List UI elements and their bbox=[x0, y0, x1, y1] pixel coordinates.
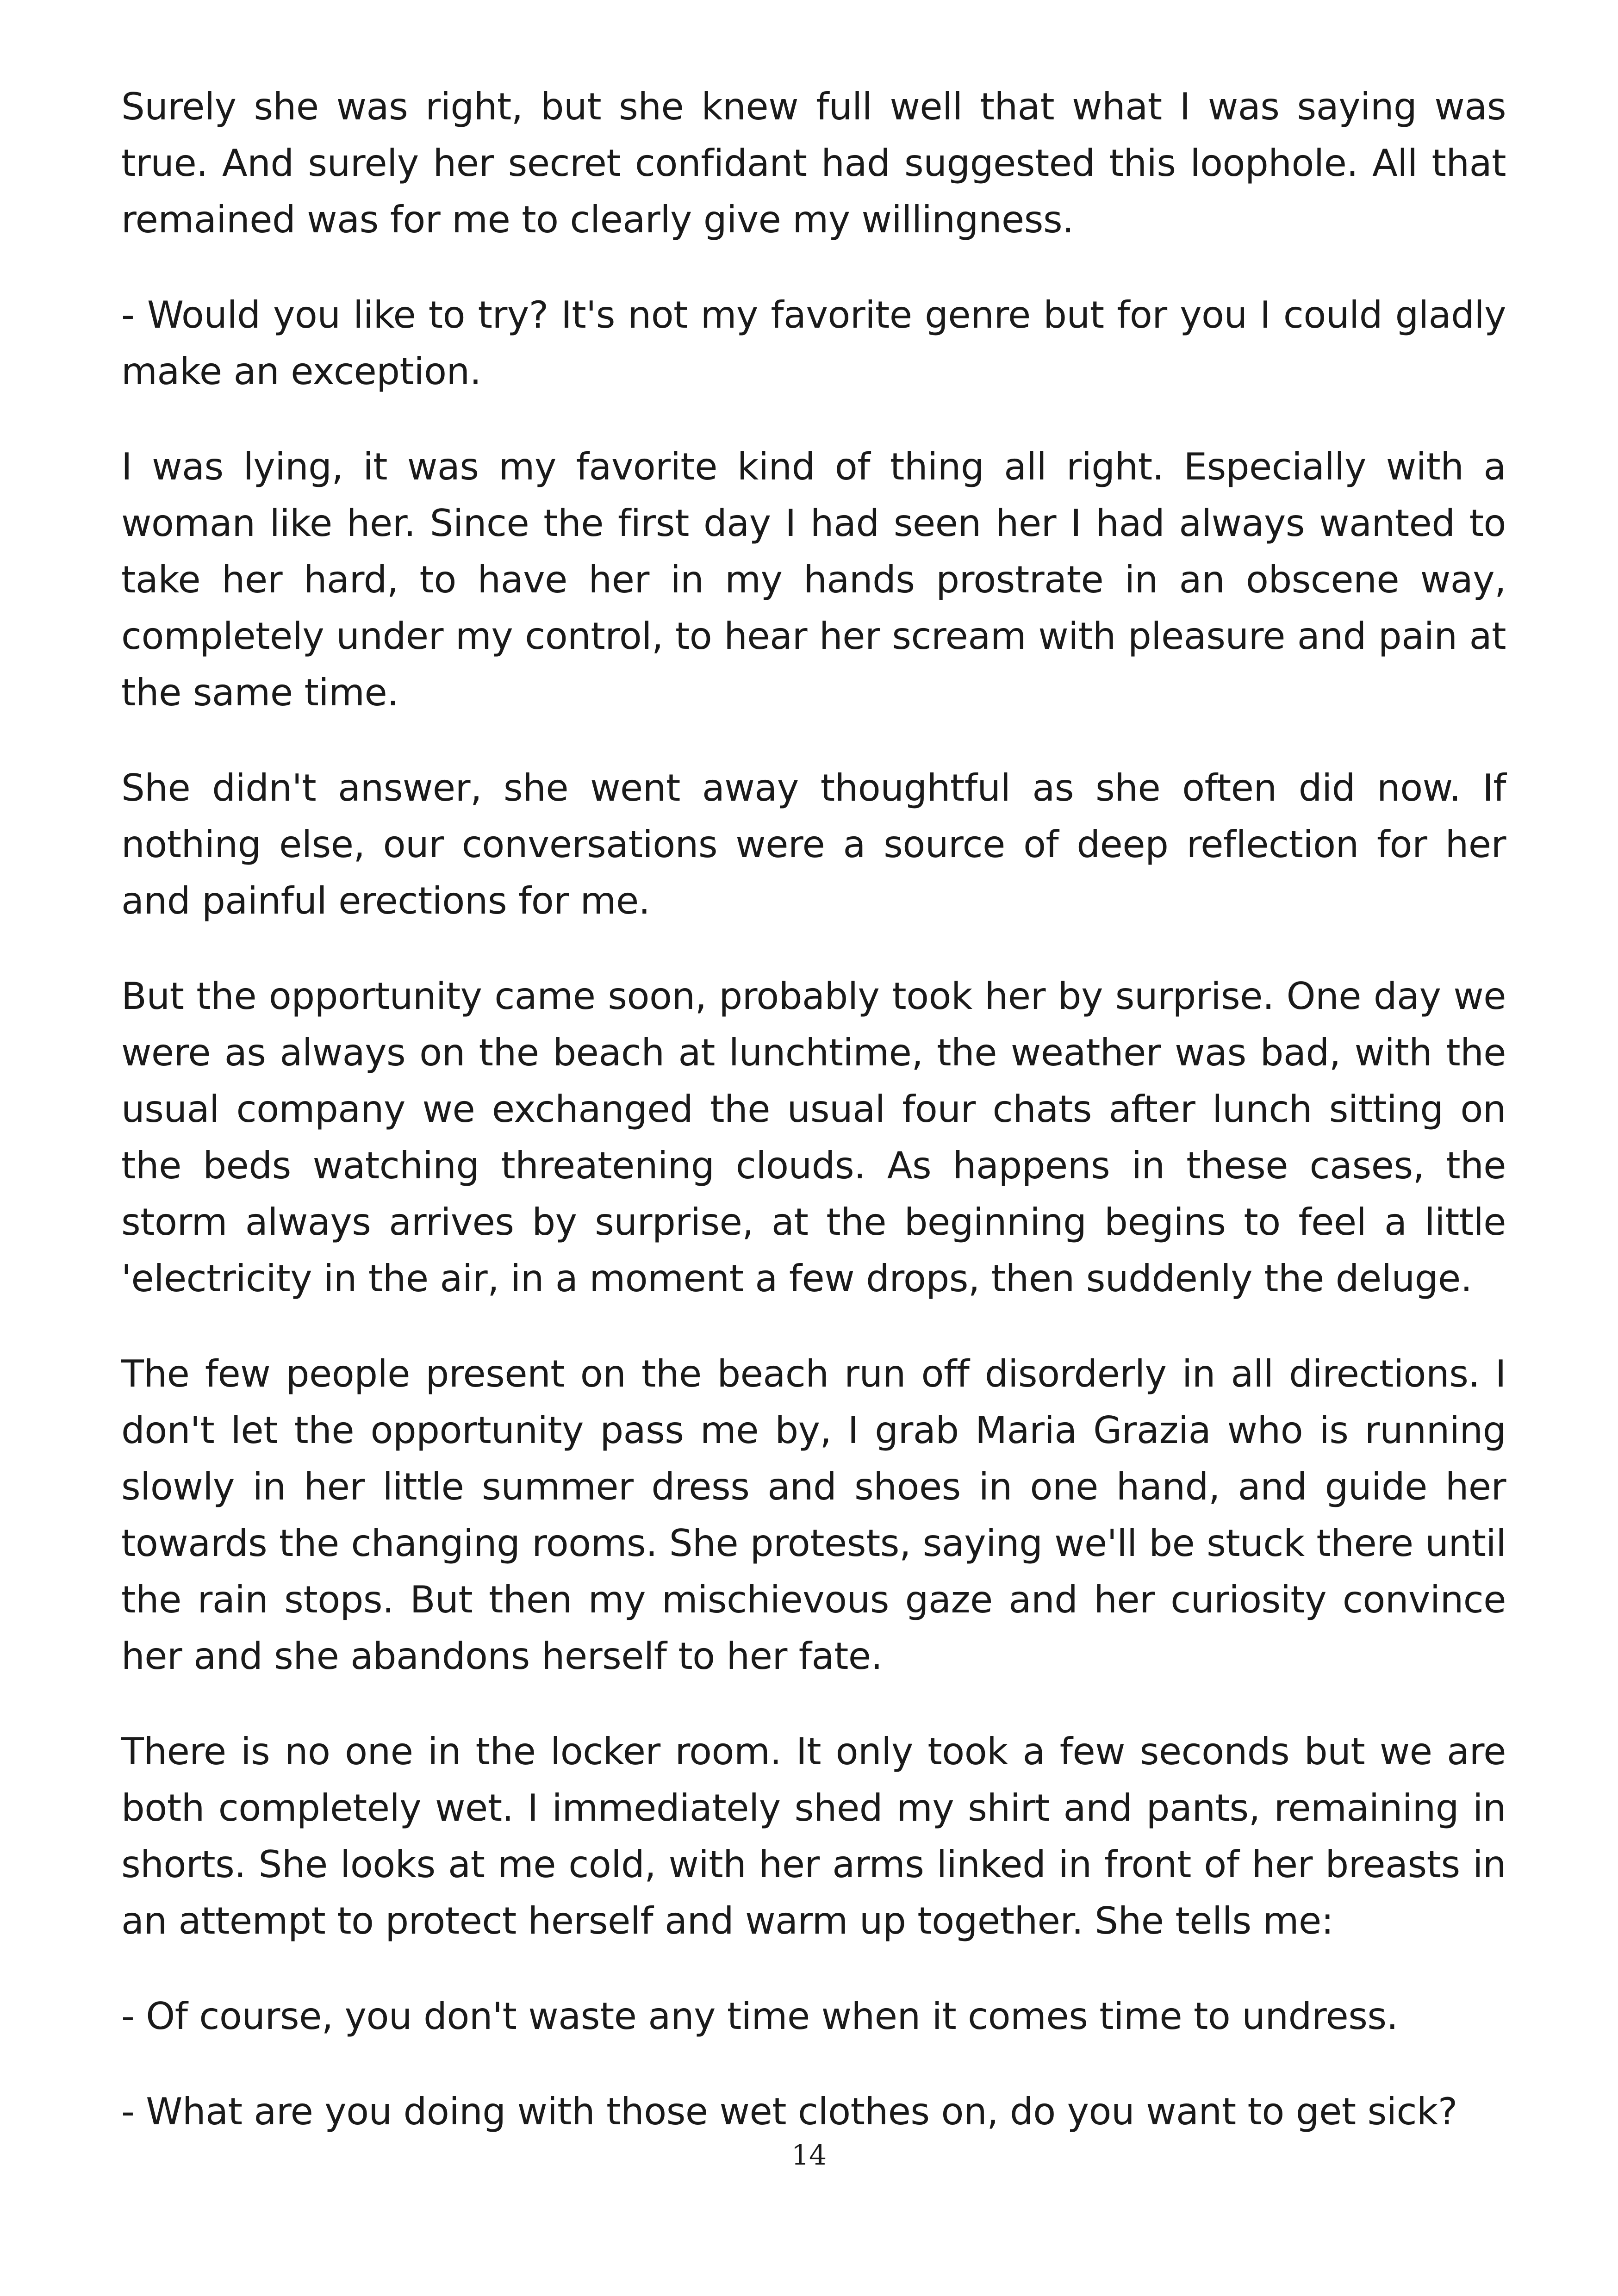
paragraph-1: Surely she was right, but she knew full well that what I was saying was true. And surely her secret confidant had suggested this loophole. All that remained was for me to clearly give my willingness. bbox=[121, 85, 1506, 241]
paragraph-8: - Of course, you don't waste any time when it comes time to undress. bbox=[121, 1995, 1398, 2038]
paragraph-4: She didn't answer, she went away thoughtful as she often did now. If nothing else, our conversations were a source of deep reflection for her and painful erections for me. bbox=[121, 766, 1506, 922]
paragraph-2: - Would you like to try? It's not my favorite genre but for you I could gladly make an exception. bbox=[121, 293, 1506, 393]
page-number: 14 bbox=[791, 2139, 827, 2172]
paragraph-3: I was lying, it was my favorite kind of thing all right. Especially with a woman like her. Since the first day I had seen her I had always wanted to take her hard, to have her in my hands prostrate in an obscene way, completely under my control, to hear her scream with pleasure and pain at the same time. bbox=[121, 445, 1506, 714]
page-body bbox=[121, 79, 1506, 2179]
paragraph-9: - What are you doing with those wet clothes on, do you want to get sick? bbox=[121, 2090, 1457, 2133]
paragraph-6: The few people present on the beach run off disorderly in all directions. I don't let the opportunity pass me by, I grab Maria Grazia who is running slowly in her little summer dress and shoes in one hand, and guide her towards the changing rooms. She protests, saying we'll be stuck there until the rain stops. But then my mischievous gaze and her curiosity convince her and she abandons herself to her fate. bbox=[121, 1352, 1506, 1678]
paragraph-7: There is no one in the locker room. It only took a few seconds but we are both completely wet. I immediately shed my shirt and pants, remaining in shorts. She looks at me cold, with her arms linked in front of her breasts in an attempt to protect herself and warm up together. She tells me: bbox=[121, 1730, 1506, 1942]
paragraph-5: But the opportunity came soon, probably took her by surprise. One day we were as always on the beach at lunchtime, the weather was bad, with the usual company we exchanged the usual four chats after lunch sitting on the beds watching threatening clouds. As happens in these cases, the storm always arrives by surprise, at the beginning begins to feel a little 'electricity in the air, in a moment a few drops, then suddenly the deluge. bbox=[121, 975, 1506, 1300]
